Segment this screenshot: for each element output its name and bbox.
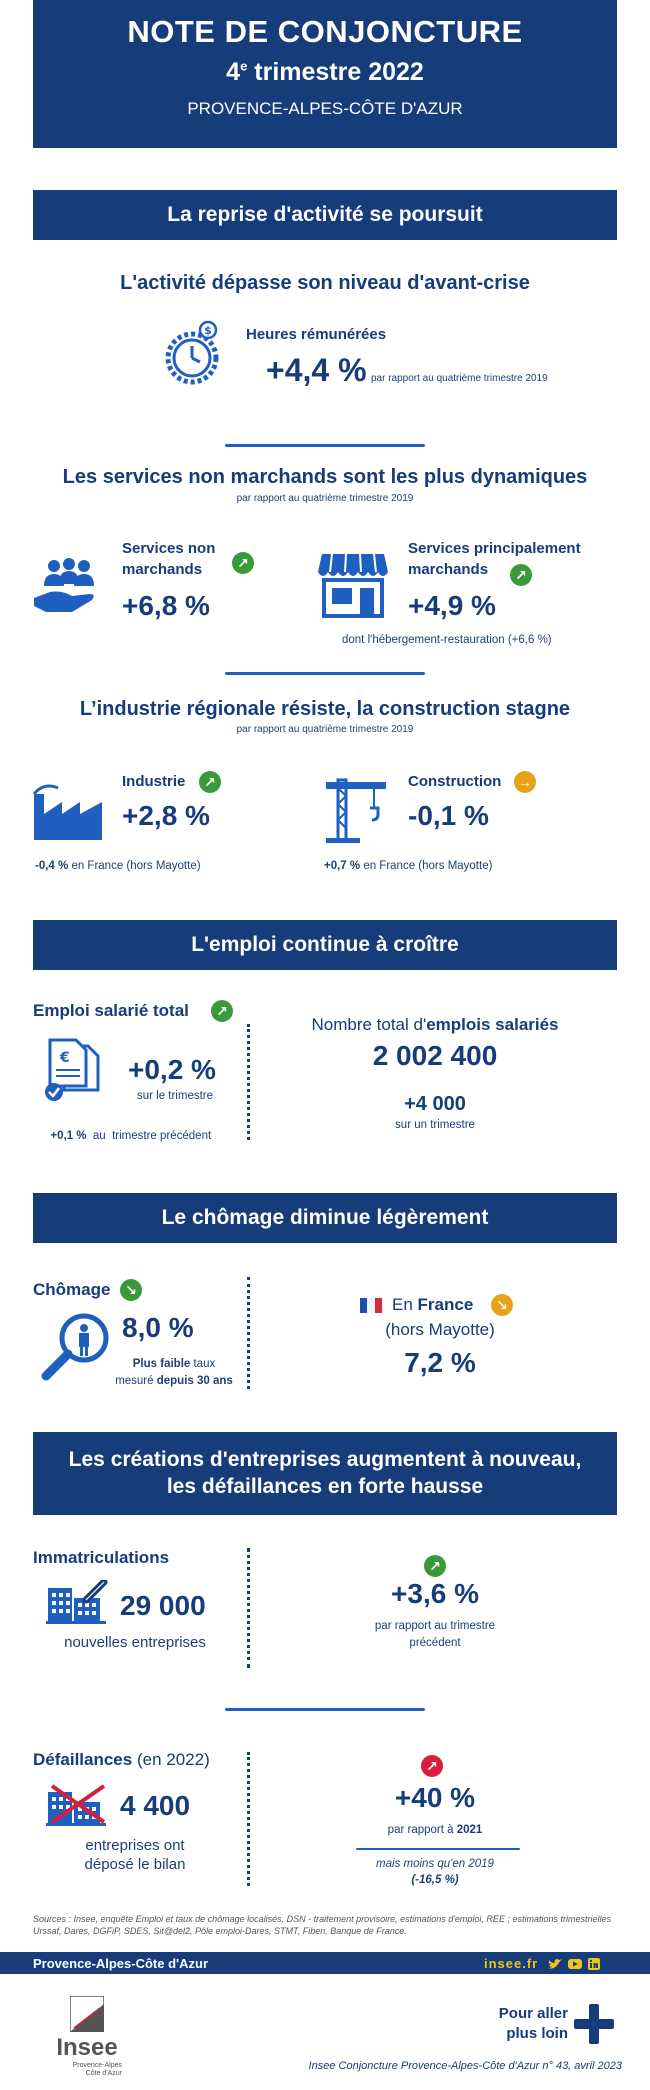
services-title: Les services non marchands sont les plus dynamiques bbox=[62, 466, 588, 488]
svg-text:€: € bbox=[60, 1050, 70, 1066]
vertical-separator bbox=[247, 1277, 250, 1389]
activity-title: L'activité dépasse son niveau d'avant-crise bbox=[120, 272, 530, 294]
services-nonmarch-label: Services non marchands bbox=[122, 540, 216, 578]
services-march-label: Services principalement marchands bbox=[408, 540, 581, 578]
failures-value: 4 400 bbox=[120, 1790, 191, 1821]
registrations-evo-note: par rapport au trimestre précédent bbox=[374, 1620, 496, 1649]
registrations-label: Immatriculations bbox=[33, 1548, 170, 1567]
footer-site-link[interactable]: insee.fr bbox=[484, 1956, 539, 1971]
magnifier-person-icon bbox=[40, 1310, 114, 1384]
vertical-separator bbox=[247, 1024, 250, 1140]
section2-banner: L'emploi continue à croître bbox=[33, 920, 617, 970]
header-banner bbox=[33, 0, 617, 148]
more-info-link[interactable] bbox=[490, 2004, 620, 2054]
unemployment-value: 8,0 % bbox=[122, 1312, 194, 1343]
youtube-icon[interactable] bbox=[568, 1957, 582, 1969]
buildings-crossed-icon bbox=[46, 1782, 112, 1826]
trend-up-icon: ↗ bbox=[510, 564, 532, 586]
industry-value: +2,8 % bbox=[122, 800, 210, 831]
failures-label: Défaillances (en 2022) bbox=[33, 1750, 210, 1769]
svg-text:$: $ bbox=[204, 324, 212, 337]
activity-value: +4,4 % bbox=[266, 352, 367, 388]
section3-banner: Le chômage diminue légèrement bbox=[33, 1193, 617, 1243]
trend-up-icon: ↗ bbox=[232, 552, 254, 574]
failures-evo-value: +40 % bbox=[394, 1782, 476, 1813]
vertical-separator bbox=[247, 1548, 250, 1668]
twitter-icon[interactable] bbox=[548, 1957, 562, 1969]
insee-logo-text: Insee bbox=[56, 2034, 118, 2061]
trend-up-icon: ↗ bbox=[424, 1555, 446, 1577]
failures-compare: mais moins qu'en 2019 (-16,5 %) bbox=[376, 1858, 494, 1886]
france-flag-icon bbox=[360, 1298, 382, 1313]
employment-prev: +0,1 % au trimestre précédent bbox=[50, 1130, 212, 1142]
registrations-value: 29 000 bbox=[120, 1590, 206, 1621]
header-quarter: 4e trimestre 2022 bbox=[226, 58, 424, 86]
insee-logo-mark bbox=[70, 1996, 104, 2032]
more-info-label: Pour aller plus loin bbox=[498, 2005, 568, 2042]
footer-bar bbox=[0, 1952, 650, 1974]
footer-region: Provence-Alpes-Côte d'Azur bbox=[33, 1956, 209, 1971]
insee-logo bbox=[52, 1996, 122, 2086]
buildings-pen-icon bbox=[46, 1580, 108, 1624]
people-hand-icon bbox=[32, 556, 102, 616]
trend-up-icon: ↗ bbox=[211, 1000, 233, 1022]
divider-1 bbox=[225, 444, 425, 447]
registrations-note: nouvelles entreprises bbox=[64, 1634, 206, 1651]
publication-ref: Insee Conjoncture Provence-Alpes-Côte d'Azur n° 43, avril 2023 bbox=[308, 2060, 622, 2072]
employment-value-note: sur le trimestre bbox=[136, 1090, 214, 1102]
employment-gain-value: +4 000 bbox=[404, 1093, 466, 1115]
shop-icon bbox=[318, 550, 388, 620]
divider-3 bbox=[225, 1708, 425, 1711]
employment-total-value: 2 002 400 bbox=[372, 1040, 498, 1071]
activity-note: par rapport au quatrième trimestre 2019 bbox=[370, 373, 548, 384]
france-sub: (hors Mayotte) bbox=[385, 1320, 495, 1339]
construction-value: -0,1 % bbox=[408, 800, 489, 831]
employment-total-label: Nombre total d'emplois salariés bbox=[311, 1015, 559, 1034]
employment-gain-note: sur un trimestre bbox=[395, 1119, 475, 1131]
services-march-detail: dont l'hébergement-restauration (+6,6 %) bbox=[342, 634, 552, 646]
vertical-separator bbox=[247, 1752, 250, 1886]
header-title: NOTE DE CONJONCTURE bbox=[127, 14, 523, 49]
payslip-icon bbox=[42, 1038, 102, 1104]
construction-label: Construction bbox=[408, 773, 502, 790]
industry-title: L’industrie régionale résiste, la construction stagne bbox=[79, 698, 571, 720]
services-nonmarch-value: +6,8 % bbox=[122, 590, 210, 621]
france-label: En France bbox=[392, 1295, 474, 1314]
employment-label: Emploi salarié total bbox=[33, 1001, 189, 1020]
trend-up-icon: ↗ bbox=[199, 771, 221, 793]
unemployment-note: Plus faible taux mesuré depuis 30 ans bbox=[115, 1358, 233, 1387]
plus-icon bbox=[574, 2004, 614, 2044]
trend-down-icon: ↘ bbox=[491, 1294, 513, 1316]
france-value: 7,2 % bbox=[404, 1347, 476, 1378]
insee-logo-region: Provence-Alpes Côte d'Azur bbox=[72, 2062, 122, 2077]
failures-evo-note: par rapport à 2021 bbox=[387, 1824, 483, 1836]
factory-icon bbox=[32, 780, 104, 842]
header-region: PROVENCE-ALPES-CÔTE D'AZUR bbox=[187, 99, 463, 118]
failures-note: entreprises ont déposé le bilan bbox=[84, 1837, 186, 1873]
services-march-value: +4,9 % bbox=[408, 590, 496, 621]
divider-4 bbox=[356, 1848, 520, 1850]
employment-value: +0,2 % bbox=[128, 1054, 216, 1085]
sources-text: Sources : Insee, enquête Emploi et taux de chômage localisés, DSN - traitement provisoire, estimations d'emploi, REE ; estimations trimestrielles Urssaf, Dares, DGFiP, SDES, Sit@del2, Pôle emploi-Dares, STMT, Fiben, Banque de France. bbox=[33, 1914, 611, 1936]
unemployment-label: Chômage bbox=[33, 1280, 111, 1299]
crane-icon bbox=[324, 778, 390, 844]
construction-france: +0,7 % en France (hors Mayotte) bbox=[324, 860, 493, 872]
trend-up-icon: ↗ bbox=[421, 1755, 443, 1777]
section1-banner: La reprise d'activité se poursuit bbox=[33, 190, 617, 240]
industry-note: par rapport au quatrième trimestre 2019 bbox=[236, 724, 414, 735]
activity-value-row bbox=[266, 352, 548, 389]
registrations-evo-value: +3,6 % bbox=[391, 1578, 479, 1609]
divider-2 bbox=[225, 672, 425, 675]
linkedin-icon[interactable] bbox=[588, 1957, 600, 1969]
activity-label: Heures rémunérées bbox=[246, 326, 387, 343]
trend-flat-icon: → bbox=[514, 771, 536, 793]
services-note: par rapport au quatrième trimestre 2019 bbox=[236, 493, 414, 504]
clock-icon bbox=[160, 318, 230, 388]
industry-label: Industrie bbox=[122, 773, 186, 790]
industry-france: -0,4 % en France (hors Mayotte) bbox=[35, 860, 201, 872]
trend-down-icon: ↘ bbox=[120, 1279, 142, 1301]
section4-banner: Les créations d'entreprises augmentent à nouveau, les défaillances en forte hausse bbox=[33, 1432, 617, 1515]
